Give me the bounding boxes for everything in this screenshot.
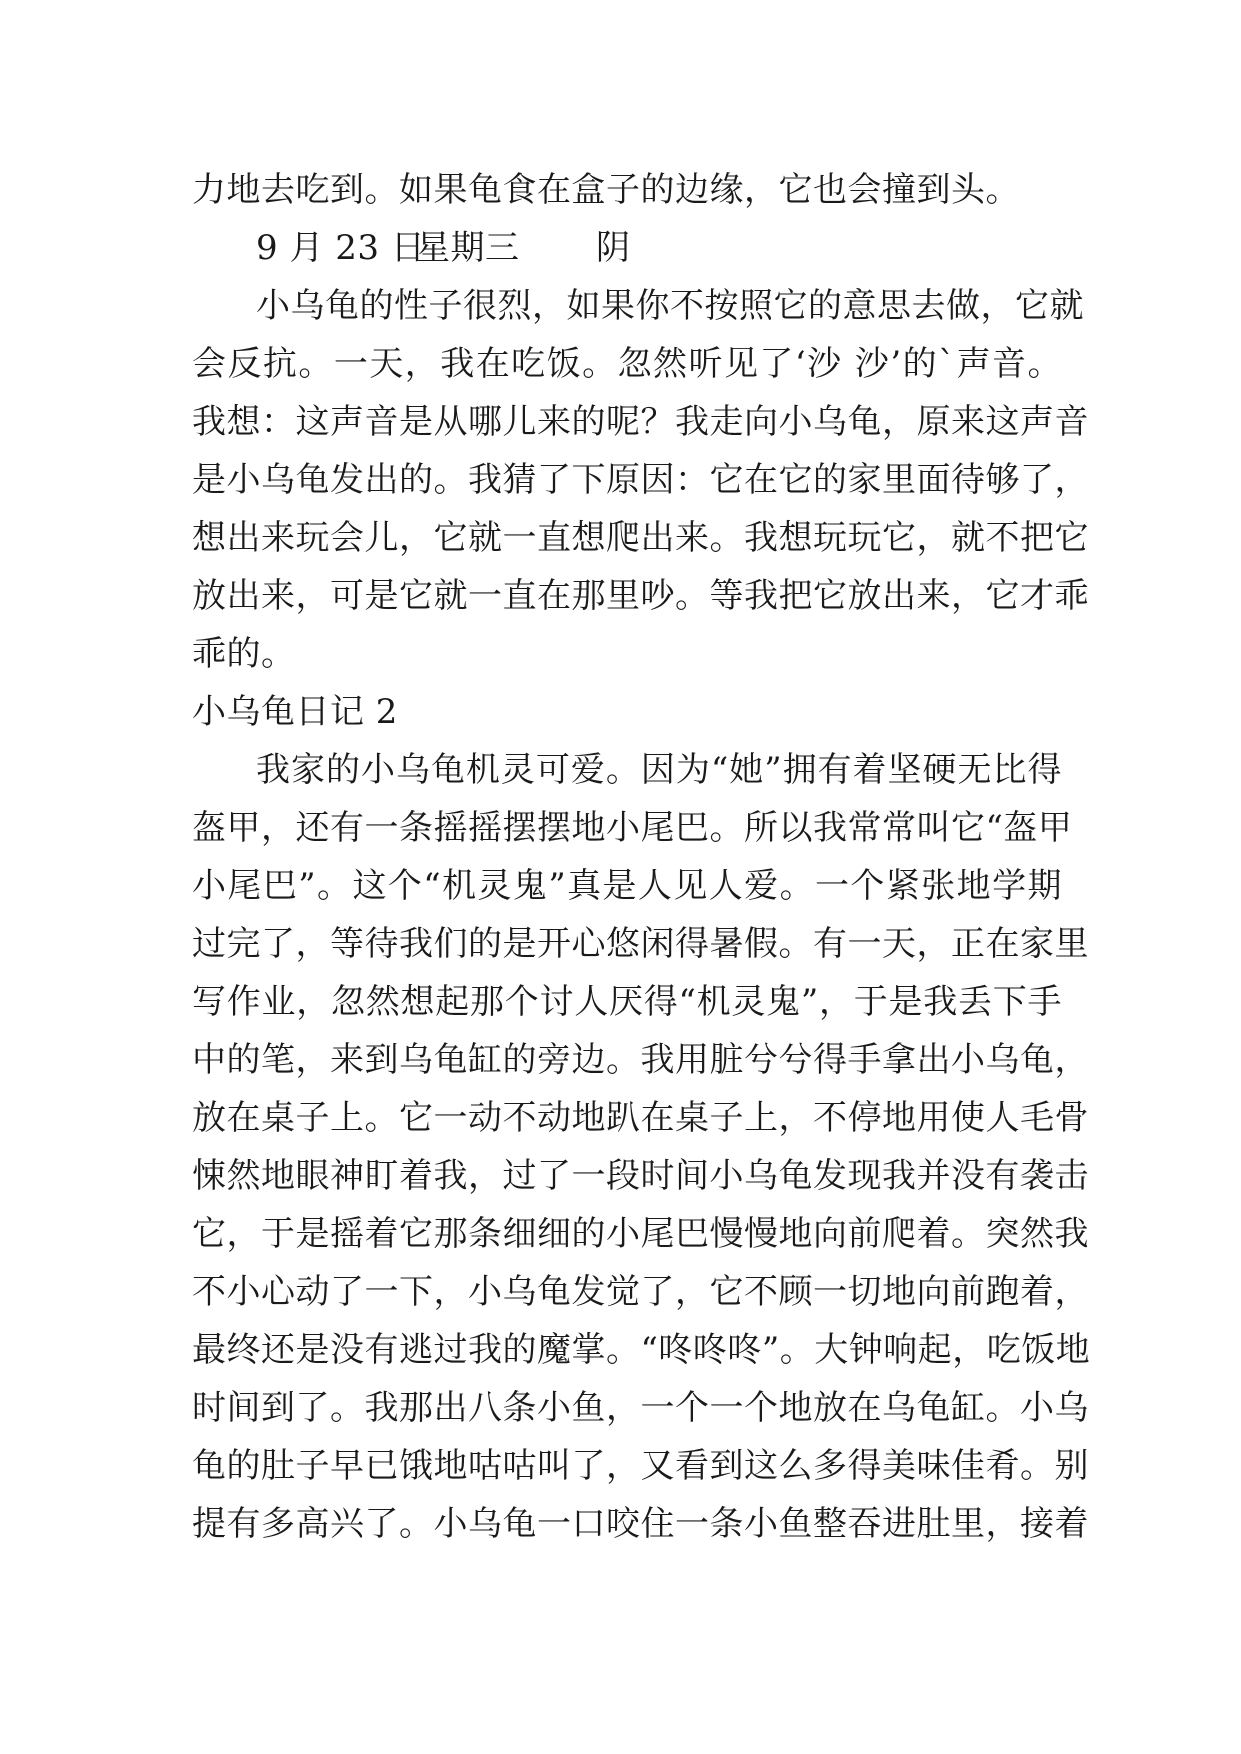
section-title: 小乌龟日记 2 bbox=[192, 692, 398, 732]
paragraph2-line-10: 不小心动了一下，小乌龟发觉了，它不顾一切地向前跑着， bbox=[192, 1272, 1089, 1312]
paragraph2-line-2: 盔甲，还有一条摇摇摆摆地小尾巴。所以我常常叫它“盔甲 bbox=[192, 808, 1073, 848]
paragraph2-line-6: 中的笔，来到乌龟缸的旁边。我用脏兮兮得手拿出小乌龟， bbox=[192, 1040, 1089, 1080]
paragraph1-line-4: 是小乌龟发出的。我猜了下原因：它在它的家里面待够了， bbox=[192, 460, 1089, 500]
paragraph1-line-6: 放出来，可是它就一直在那里吵。等我把它放出来，它才乖 bbox=[192, 576, 1089, 616]
paragraph1-line-5: 想出来玩会儿，它就一直想爬出来。我想玩玩它，就不把它 bbox=[192, 518, 1089, 558]
entry-date: 9 月 23 日 bbox=[256, 228, 426, 268]
paragraph1-line-7: 乖的。 bbox=[192, 634, 296, 674]
paragraph2-line-8: 悚然地眼神盯着我，过了一段时间小乌龟发现我并没有袭击 bbox=[192, 1156, 1089, 1196]
entry-weather: 阴 bbox=[596, 228, 631, 268]
paragraph2-line-13: 龟的肚子早已饿地咕咕叫了，又看到这么多得美味佳肴。别 bbox=[192, 1446, 1089, 1486]
paragraph2-line-4: 过完了，等待我们的是开心悠闲得暑假。有一天，正在家里 bbox=[192, 924, 1089, 964]
paragraph1-line-3: 我想：这声音是从哪儿来的呢？我走向小乌龟，原来这声音 bbox=[192, 402, 1089, 442]
paragraph2-line-7: 放在桌子上。它一动不动地趴在桌子上，不停地用使人毛骨 bbox=[192, 1098, 1089, 1138]
paragraph1-line-2: 会反抗。一天，我在吃饭。忽然听见了‘沙 沙’的`声音。 bbox=[192, 344, 1062, 384]
continuation-line: 力地去吃到。如果龟食在盒子的边缘，它也会撞到头。 bbox=[192, 170, 1020, 210]
paragraph1-line-1: 小乌龟的性子很烈，如果你不按照它的意思去做，它就 bbox=[256, 286, 1084, 326]
entry-date-line bbox=[256, 222, 716, 274]
paragraph2-line-11: 最终还是没有逃过我的魔掌。“咚咚咚”。大钟响起，吃饭地 bbox=[192, 1330, 1091, 1370]
paragraph2-line-14: 提有多高兴了。小乌龟一口咬住一条小鱼整吞进肚里，接着 bbox=[192, 1504, 1089, 1544]
paragraph2-line-3: 小尾巴”。这个“机灵鬼”真是人见人爱。一个紧张地学期 bbox=[192, 866, 1062, 906]
paragraph2-line-5: 写作业，忽然想起那个讨人厌得“机灵鬼”，于是我丢下手 bbox=[192, 982, 1062, 1022]
paragraph2-line-12: 时间到了。我那出八条小鱼，一个一个地放在乌龟缸。小乌 bbox=[192, 1388, 1089, 1428]
paragraph2-line-9: 它，于是摇着它那条细细的小尾巴慢慢地向前爬着。突然我 bbox=[192, 1214, 1089, 1254]
entry-weekday: 星期三 bbox=[416, 228, 520, 268]
paragraph2-line-1: 我家的小乌龟机灵可爱。因为“她”拥有着坚硬无比得 bbox=[256, 750, 1062, 790]
